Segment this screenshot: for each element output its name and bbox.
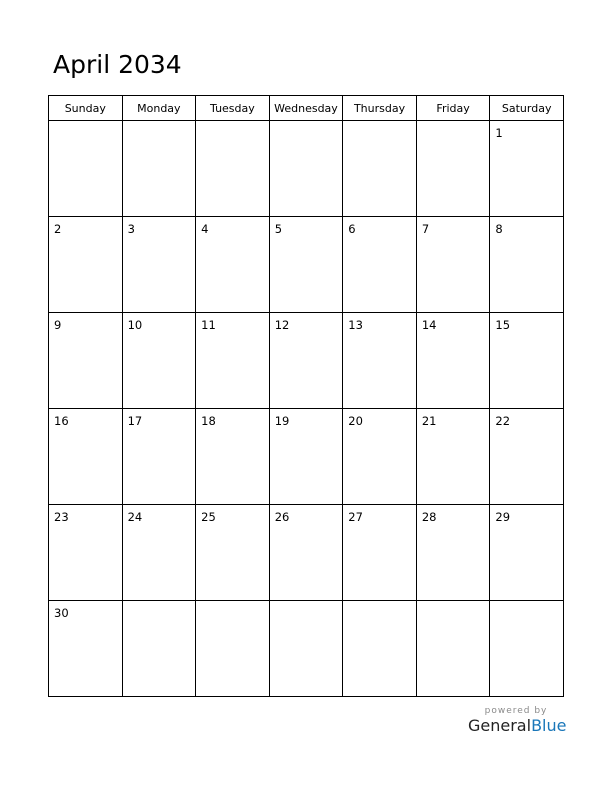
day-number: 5 (274, 222, 283, 236)
brand-blue: Blue (531, 716, 567, 735)
day-number: 16 (54, 414, 69, 428)
day-number: 14 (421, 318, 437, 332)
day-number: 4 (201, 222, 209, 236)
weekday-thursday: Thursday (343, 96, 417, 121)
week-row (49, 121, 564, 217)
day-cell (49, 313, 123, 409)
day-cell (49, 409, 123, 505)
day-number: 22 (495, 414, 511, 428)
day-number: 20 (348, 414, 363, 428)
day-cell (49, 505, 123, 601)
day-number (123, 601, 196, 606)
day-cell (416, 121, 490, 217)
weekday-monday: Monday (122, 96, 196, 121)
day-number (490, 601, 563, 606)
day-cell (122, 121, 196, 217)
generalblue-logo (468, 716, 567, 735)
day-number: 28 (421, 510, 437, 524)
day-number (417, 601, 490, 606)
day-cell (122, 505, 196, 601)
week-row (49, 217, 564, 313)
day-cell (196, 601, 270, 697)
day-number: 12 (274, 318, 290, 332)
day-number (270, 601, 343, 606)
day-cell (122, 601, 196, 697)
day-number: 29 (495, 510, 511, 524)
day-cell (343, 409, 417, 505)
day-cell (343, 505, 417, 601)
weekday-saturday: Saturday (490, 96, 564, 121)
day-cell (196, 121, 270, 217)
day-number: 25 (201, 510, 216, 524)
day-number (270, 121, 343, 126)
week-row (49, 313, 564, 409)
day-cell (49, 121, 123, 217)
day-number: 23 (54, 510, 69, 524)
weekday-tuesday: Tuesday (196, 96, 270, 121)
week-row (49, 601, 564, 697)
day-cell (269, 601, 343, 697)
day-cell (122, 409, 196, 505)
day-cell (196, 217, 270, 313)
day-number (343, 121, 416, 126)
week-row (49, 505, 564, 601)
day-number: 30 (54, 606, 69, 620)
day-cell (490, 217, 564, 313)
day-cell (490, 409, 564, 505)
day-cell (343, 217, 417, 313)
day-cell (269, 505, 343, 601)
day-number (417, 121, 490, 126)
day-number: 10 (127, 318, 143, 332)
day-cell (122, 217, 196, 313)
calendar-title: April 2034 (53, 50, 182, 79)
day-cell (49, 217, 123, 313)
day-cell (416, 313, 490, 409)
day-number: 18 (201, 414, 216, 428)
day-number: 26 (274, 510, 290, 524)
day-number (196, 601, 269, 606)
day-number (123, 121, 196, 126)
day-cell (269, 217, 343, 313)
day-number: 11 (201, 318, 216, 332)
day-number: 7 (421, 222, 430, 236)
day-number: 1 (495, 126, 503, 140)
day-number (196, 121, 269, 126)
day-cell (269, 313, 343, 409)
day-number: 6 (348, 222, 356, 236)
week-row (49, 409, 564, 505)
powered-by-label: powered by (484, 706, 548, 716)
day-number: 15 (495, 318, 511, 332)
day-number (343, 601, 416, 606)
day-cell (196, 313, 270, 409)
day-cell (416, 601, 490, 697)
day-cell (416, 505, 490, 601)
day-number (49, 121, 122, 126)
day-number: 2 (54, 222, 62, 236)
day-cell (49, 601, 123, 697)
day-cell (490, 313, 564, 409)
day-cell (490, 121, 564, 217)
day-cell (416, 409, 490, 505)
day-cell (490, 505, 564, 601)
brand-general: General (468, 716, 532, 735)
powered-by-footer (468, 706, 567, 735)
calendar-grid (48, 95, 564, 697)
day-cell (269, 409, 343, 505)
day-cell (343, 313, 417, 409)
day-cell (196, 505, 270, 601)
day-cell (269, 121, 343, 217)
day-number: 21 (421, 414, 437, 428)
day-cell (490, 601, 564, 697)
day-number: 3 (127, 222, 135, 236)
day-cell (196, 409, 270, 505)
day-number: 19 (274, 414, 290, 428)
day-number: 13 (348, 318, 363, 332)
day-number: 24 (127, 510, 143, 524)
day-number: 27 (348, 510, 363, 524)
day-cell (416, 217, 490, 313)
weekday-wednesday: Wednesday (269, 96, 343, 121)
day-cell (343, 121, 417, 217)
day-number: 9 (54, 318, 62, 332)
weekday-header-row (49, 96, 564, 121)
day-cell (343, 601, 417, 697)
weekday-sunday: Sunday (49, 96, 123, 121)
weekday-friday: Friday (416, 96, 490, 121)
day-number: 17 (127, 414, 143, 428)
day-cell (122, 313, 196, 409)
day-number: 8 (495, 222, 503, 236)
